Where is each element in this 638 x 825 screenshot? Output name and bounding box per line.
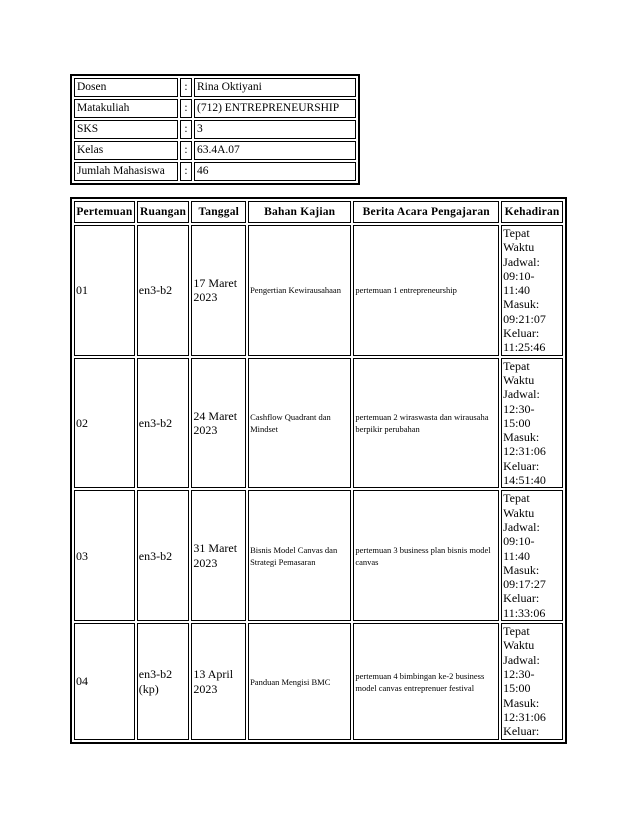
kehadiran-text: Tepat Waktu Jadwal: 12:30-15:00 Masuk: 12:31:06 Keluar: 14:51:40 xyxy=(503,358,546,488)
cell-tanggal: 17 Maret 2023 xyxy=(191,225,246,356)
cell-ruangan: en3-b2 xyxy=(137,490,190,621)
cell-ruangan: en3-b2 xyxy=(137,358,190,489)
cell-berita-acara: pertemuan 2 wiraswasta dan wirausaha berpikir perubahan xyxy=(353,358,499,489)
sks-value: 3 xyxy=(194,120,356,139)
table-row xyxy=(74,225,563,356)
header-kehadiran: Kehadiran xyxy=(501,201,563,223)
cell-bahan-kajian: Bisnis Model Canvas dan Strategi Pemasaran xyxy=(248,490,351,621)
separator: : xyxy=(180,99,192,118)
cell-kehadiran xyxy=(501,225,563,356)
cell-tanggal: 31 Maret 2023 xyxy=(191,490,246,621)
separator: : xyxy=(180,120,192,139)
cell-kehadiran xyxy=(501,490,563,621)
cell-berita-acara: pertemuan 3 business plan bisnis model canvas xyxy=(353,490,499,621)
cell-pertemuan: 03 xyxy=(74,490,135,621)
cell-tanggal: 13 April 2023 xyxy=(191,623,246,740)
cell-kehadiran xyxy=(501,623,563,740)
cell-pertemuan: 04 xyxy=(74,623,135,740)
kehadiran-text: Tepat Waktu Jadwal: 09:10-11:40 Masuk: 09:21:07 Keluar: 11:25:46 xyxy=(503,226,546,355)
cell-berita-acara: pertemuan 1 entrepreneurship xyxy=(353,225,499,356)
cell-ruangan: en3-b2 xyxy=(137,225,190,356)
separator: : xyxy=(180,162,192,181)
attendance-table xyxy=(70,197,567,744)
info-row-kelas xyxy=(74,141,356,160)
course-info-table xyxy=(70,74,360,185)
header-pertemuan: Pertemuan xyxy=(74,201,135,223)
header-tanggal: Tanggal xyxy=(191,201,246,223)
cell-tanggal: 24 Maret 2023 xyxy=(191,358,246,489)
header-bahan-kajian: Bahan Kajian xyxy=(248,201,351,223)
header-berita-acara: Berita Acara Pengajaran xyxy=(353,201,499,223)
cell-kehadiran xyxy=(501,358,563,489)
table-row xyxy=(74,623,563,740)
dosen-value: Rina Oktiyani xyxy=(194,78,356,97)
separator: : xyxy=(180,141,192,160)
kelas-label: Kelas xyxy=(74,141,178,160)
info-row-sks xyxy=(74,120,356,139)
kehadiran-text: Tepat Waktu Jadwal: 09:10-11:40 Masuk: 09:17:27 Keluar: 11:33:06 xyxy=(503,491,546,620)
info-row-jumlah xyxy=(74,162,356,181)
matakuliah-label: Matakuliah xyxy=(74,99,178,118)
cell-bahan-kajian: Pengertian Kewirausahaan xyxy=(248,225,351,356)
jumlah-value: 46 xyxy=(194,162,356,181)
cell-berita-acara: pertemuan 4 bimbingan ke-2 business model canvas entreprenuer festival xyxy=(353,623,499,740)
table-row xyxy=(74,490,563,621)
cell-bahan-kajian: Panduan Mengisi BMC xyxy=(248,623,351,740)
info-row-dosen xyxy=(74,78,356,97)
cell-bahan-kajian: Cashflow Quadrant dan Mindset xyxy=(248,358,351,489)
cell-ruangan: en3-b2 (kp) xyxy=(137,623,190,740)
kehadiran-text: Tepat Waktu Jadwal: 12:30-15:00 Masuk: 12:31:06 Keluar: xyxy=(503,624,546,739)
matakuliah-value: (712) ENTREPRENEURSHIP xyxy=(194,99,356,118)
table-row xyxy=(74,358,563,489)
cell-pertemuan: 02 xyxy=(74,358,135,489)
sks-label: SKS xyxy=(74,120,178,139)
dosen-label: Dosen xyxy=(74,78,178,97)
info-row-matakuliah xyxy=(74,99,356,118)
header-row xyxy=(74,201,563,223)
separator: : xyxy=(180,78,192,97)
kelas-value: 63.4A.07 xyxy=(194,141,356,160)
jumlah-label: Jumlah Mahasiswa xyxy=(74,162,178,181)
header-ruangan: Ruangan xyxy=(137,201,190,223)
cell-pertemuan: 01 xyxy=(74,225,135,356)
